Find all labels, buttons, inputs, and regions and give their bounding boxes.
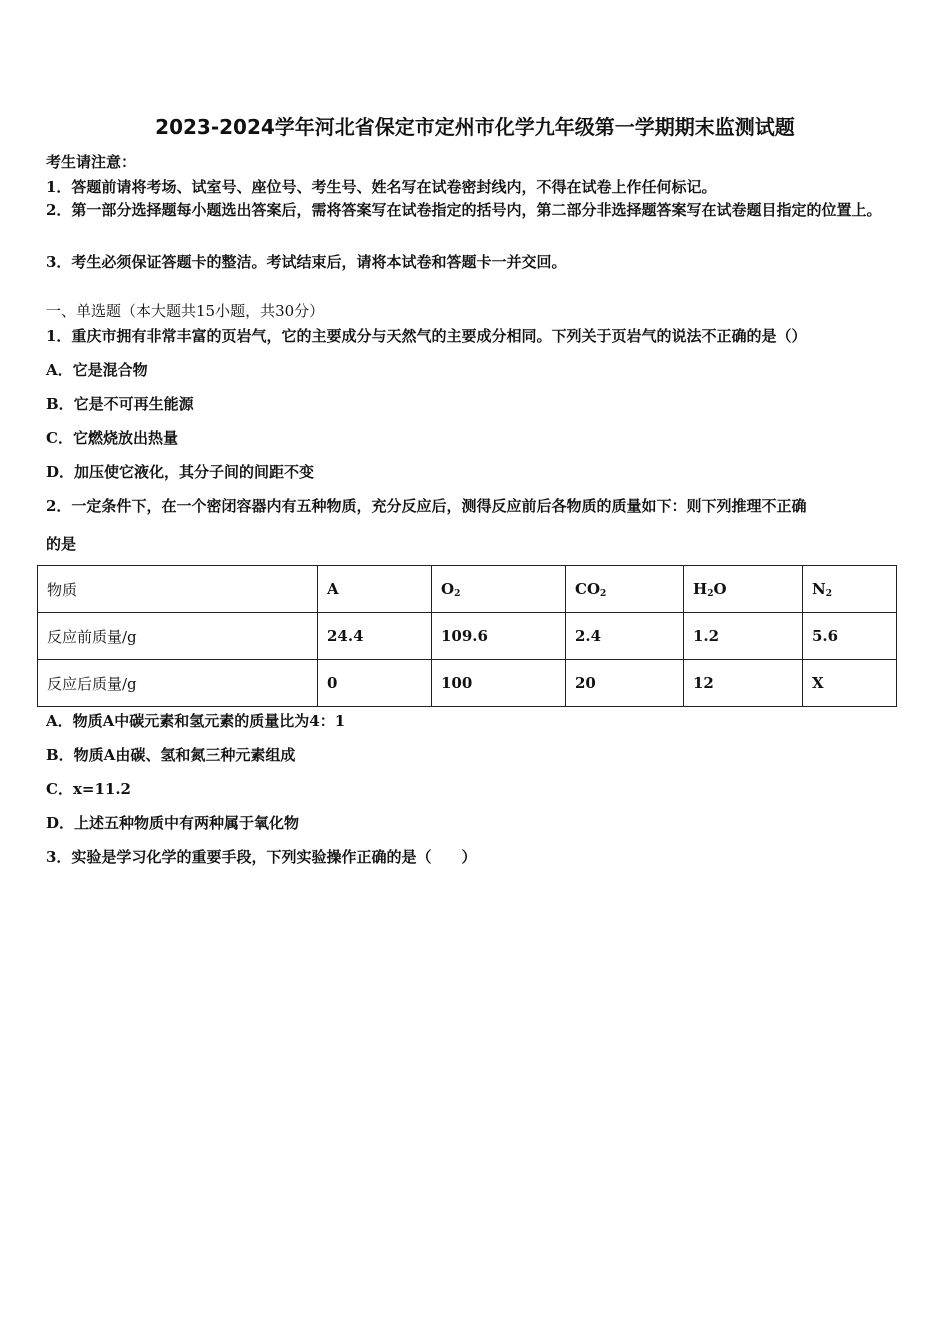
question-1-option-a: A．它是混合物 bbox=[46, 361, 148, 379]
question-2-option-c: C．x=11.2 bbox=[46, 780, 131, 798]
table-cell: 20 bbox=[566, 660, 684, 707]
question-1-stem: 1．重庆市拥有非常丰富的页岩气，它的主要成分与天然气的主要成分相同。下列关于页岩气的说法不正确的是（） bbox=[46, 327, 807, 345]
question-2-stem-line2: 的是 bbox=[46, 535, 77, 553]
question-2-option-d: D．上述五种物质中有两种属于氧化物 bbox=[46, 814, 300, 832]
table-header-cell: $CO_2$ bbox=[566, 566, 684, 613]
table-cell: 反应前质量/g bbox=[38, 613, 318, 660]
table-cell: X bbox=[803, 660, 897, 707]
page-title: 2023-2024学年河北省保定市定州市化学九年级第一学期期末监测试题 bbox=[155, 115, 795, 139]
notice-item-1: 1．答题前请将考场、试室号、座位号、考生号、姓名写在试卷密封线内，不得在试卷上作任何标记。 bbox=[46, 178, 717, 196]
table-cell: 2.4 bbox=[566, 613, 684, 660]
notice-heading: 考生请注意： bbox=[46, 153, 137, 171]
table-header-cell: 物质 bbox=[38, 566, 318, 613]
table-cell: 109.6 bbox=[432, 613, 566, 660]
table-row bbox=[38, 613, 897, 660]
table-cell: 24.4 bbox=[318, 613, 432, 660]
question-2-option-a: A．物质A中碳元素和氢元素的质量比为4：1 bbox=[46, 712, 346, 730]
notice-item-3: 3．考生必须保证答题卡的整洁。考试结束后，请将本试卷和答题卡一并交回。 bbox=[46, 253, 567, 271]
table-header-cell: $N_2$ bbox=[803, 566, 897, 613]
table-row bbox=[38, 660, 897, 707]
question-1-option-c: C．它燃烧放出热量 bbox=[46, 429, 178, 447]
question-1-option-d: D．加压使它液化，其分子间的间距不变 bbox=[46, 463, 315, 481]
table-cell: 12 bbox=[684, 660, 803, 707]
table-header-cell: $O_2$ bbox=[432, 566, 566, 613]
table-cell: 100 bbox=[432, 660, 566, 707]
question-2-option-b: B．物质A由碳、氢和氮三种元素组成 bbox=[46, 746, 296, 764]
section-heading: 一、单选题（本大题共15小题，共30分） bbox=[46, 302, 325, 320]
table-cell: 0 bbox=[318, 660, 432, 707]
table-cell: 1.2 bbox=[684, 613, 803, 660]
notice-item-2: 2．第一部分选择题每小题选出答案后，需将答案写在试卷指定的括号内，第二部分非选择题答案写在试卷题目指定的位置上。 bbox=[46, 201, 882, 219]
question-2-stem-line1: 2．一定条件下，在一个密闭容器内有五种物质，充分反应后，测得反应前后各物质的质量如下：则下列推理不正确 bbox=[46, 497, 807, 515]
table-header-row bbox=[38, 566, 897, 613]
table-header-cell: $H_2O$ bbox=[684, 566, 803, 613]
table-cell: 反应后质量/g bbox=[38, 660, 318, 707]
question-1-option-b: B．它是不可再生能源 bbox=[46, 395, 194, 413]
table-header-cell: A bbox=[318, 566, 432, 613]
mass-table bbox=[37, 565, 897, 707]
table-cell: 5.6 bbox=[803, 613, 897, 660]
question-3-stem: 3．实验是学习化学的重要手段，下列实验操作正确的是（ ） bbox=[46, 848, 477, 866]
